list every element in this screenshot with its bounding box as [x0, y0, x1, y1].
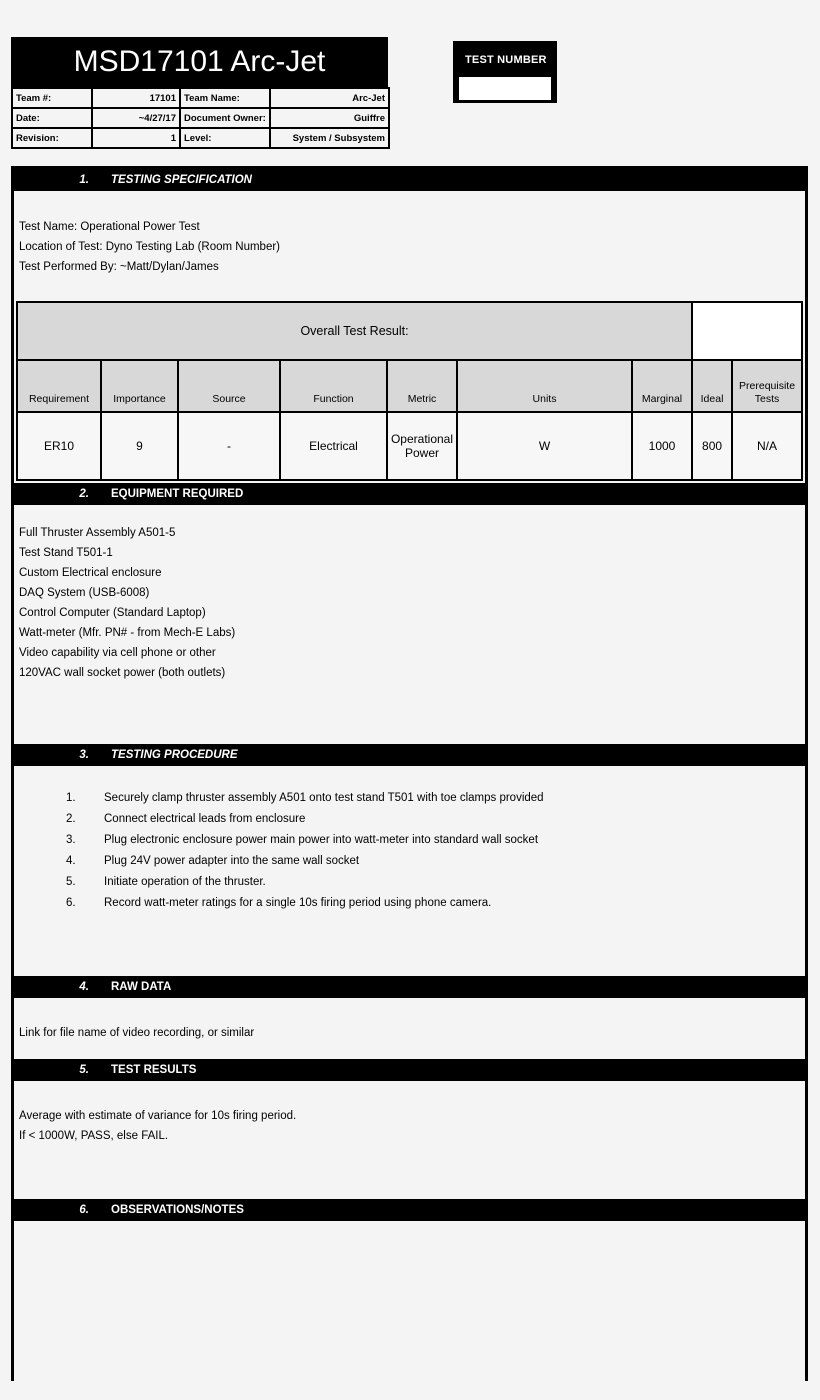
cell-importance: 9 [101, 412, 178, 480]
table-row [17, 412, 802, 480]
meta-value-level[interactable]: System / Subsystem [270, 128, 389, 148]
section-header-test-results [14, 1059, 805, 1081]
step-text: Initiate operation of the thruster. [104, 876, 266, 888]
step-number: 3. [66, 834, 76, 846]
document-body [11, 166, 808, 1381]
list-item [14, 893, 805, 914]
section-number: 2. [79, 488, 89, 500]
column-header-prerequisite-tests: Prerequisite Tests [732, 360, 802, 412]
requirements-table-header-row [17, 360, 802, 412]
list-item [14, 851, 805, 872]
list-item: 120VAC wall socket power (both outlets) [19, 667, 226, 679]
list-item: Custom Electrical enclosure [19, 567, 162, 579]
cell-ideal: 800 [692, 412, 732, 480]
list-item [14, 788, 805, 809]
list-item [14, 872, 805, 893]
meta-value-document-owner[interactable]: Guiffre [270, 108, 389, 128]
document-header [11, 37, 388, 149]
list-item: Control Computer (Standard Laptop) [19, 607, 206, 619]
results-line: Average with estimate of variance for 10s firing period. [19, 1110, 297, 1122]
list-item [14, 830, 805, 851]
step-number: 6. [66, 897, 76, 909]
cell-units: W [457, 412, 632, 480]
meta-value-date[interactable]: ~4/27/17 [92, 108, 180, 128]
step-number: 2. [66, 813, 76, 825]
section-title: OBSERVATIONS/NOTES [111, 1204, 244, 1216]
panel-equipment-required [14, 505, 805, 744]
spec-line-performed-by: Test Performed By: ~Matt/Dylan/James [19, 261, 219, 273]
meta-label-date: Date: [12, 108, 92, 128]
cell-marginal: 1000 [632, 412, 692, 480]
step-text: Securely clamp thruster assembly A501 onto test stand T501 with toe clamps provided [104, 792, 544, 804]
column-header-source: Source [178, 360, 280, 412]
column-header-importance: Importance [101, 360, 178, 412]
column-header-requirement: Requirement [17, 360, 101, 412]
table-row [12, 88, 389, 108]
page-title: MSD17101 Arc-Jet [11, 37, 388, 87]
step-number: 5. [66, 876, 76, 888]
section-title: TESTING PROCEDURE [111, 749, 238, 761]
section-header-testing-specification [14, 169, 805, 191]
meta-value-team-number[interactable]: 17101 [92, 88, 180, 108]
step-number: 4. [66, 855, 76, 867]
spec-line-location: Location of Test: Dyno Testing Lab (Room Number) [19, 241, 281, 253]
section-number: 3. [79, 749, 89, 761]
meta-label-team-name: Team Name: [180, 88, 270, 108]
meta-label-document-owner: Document Owner: [180, 108, 270, 128]
meta-label-revision: Revision: [12, 128, 92, 148]
section-header-observations-notes [14, 1199, 805, 1221]
column-header-units: Units [457, 360, 632, 412]
list-item: Video capability via cell phone or other [19, 647, 216, 659]
meta-value-team-name[interactable]: Arc-Jet [270, 88, 389, 108]
cell-prerequisite-tests: N/A [732, 412, 802, 480]
section-title: EQUIPMENT REQUIRED [111, 488, 244, 500]
panel-observations-notes[interactable] [14, 1221, 805, 1391]
test-number-input[interactable] [459, 77, 551, 100]
cell-requirement: ER10 [17, 412, 101, 480]
section-header-equipment-required [14, 483, 805, 505]
section-title: RAW DATA [111, 981, 172, 993]
panel-testing-procedure [14, 766, 805, 976]
column-header-function: Function [280, 360, 387, 412]
list-item [14, 809, 805, 830]
step-number: 1. [66, 792, 76, 804]
section-title: TESTING SPECIFICATION [111, 174, 252, 186]
requirements-table [16, 301, 803, 481]
table-row [12, 108, 389, 128]
panel-test-results [14, 1081, 805, 1199]
section-number: 6. [79, 1204, 89, 1216]
section-number: 5. [79, 1064, 89, 1076]
step-text: Plug electronic enclosure power main power into watt-meter into standard wall socket [104, 834, 539, 846]
procedure-step-list [14, 788, 805, 914]
step-text: Plug 24V power adapter into the same wall socket [104, 855, 360, 867]
section-number: 4. [79, 981, 89, 993]
list-item: Watt-meter (Mfr. PN# - from Mech-E Labs) [19, 627, 236, 639]
step-text: Connect electrical leads from enclosure [104, 813, 306, 825]
meta-label-level: Level: [180, 128, 270, 148]
panel-raw-data [14, 998, 805, 1059]
section-header-raw-data [14, 976, 805, 998]
column-header-marginal: Marginal [632, 360, 692, 412]
cell-metric: Operational Power [387, 412, 457, 480]
header-meta-table [11, 87, 390, 149]
list-item: Test Stand T501-1 [19, 547, 113, 559]
step-text: Record watt-meter ratings for a single 10s firing period using phone camera. [104, 897, 492, 909]
list-item: Full Thruster Assembly A501-5 [19, 527, 176, 539]
meta-value-revision[interactable]: 1 [92, 128, 180, 148]
cell-source: - [178, 412, 280, 480]
list-item: DAQ System (USB-6008) [19, 587, 150, 599]
panel-testing-specification [14, 191, 805, 301]
test-number-label: TEST NUMBER [465, 54, 547, 66]
raw-data-line: Link for file name of video recording, or similar [19, 1027, 255, 1039]
overall-test-result-label: Overall Test Result: [17, 302, 692, 360]
section-title: TEST RESULTS [111, 1064, 197, 1076]
test-number-box [453, 41, 557, 103]
meta-label-team-number: Team #: [12, 88, 92, 108]
spec-line-test-name: Test Name: Operational Power Test [19, 221, 200, 233]
overall-result-row [17, 302, 802, 360]
section-header-testing-procedure [14, 744, 805, 766]
section-number: 1. [79, 174, 89, 186]
requirements-table-wrap [14, 301, 805, 481]
column-header-ideal: Ideal [692, 360, 732, 412]
overall-test-result-value[interactable] [692, 302, 802, 360]
table-row [12, 128, 389, 148]
cell-function: Electrical [280, 412, 387, 480]
results-line: If < 1000W, PASS, else FAIL. [19, 1130, 169, 1142]
column-header-metric: Metric [387, 360, 457, 412]
